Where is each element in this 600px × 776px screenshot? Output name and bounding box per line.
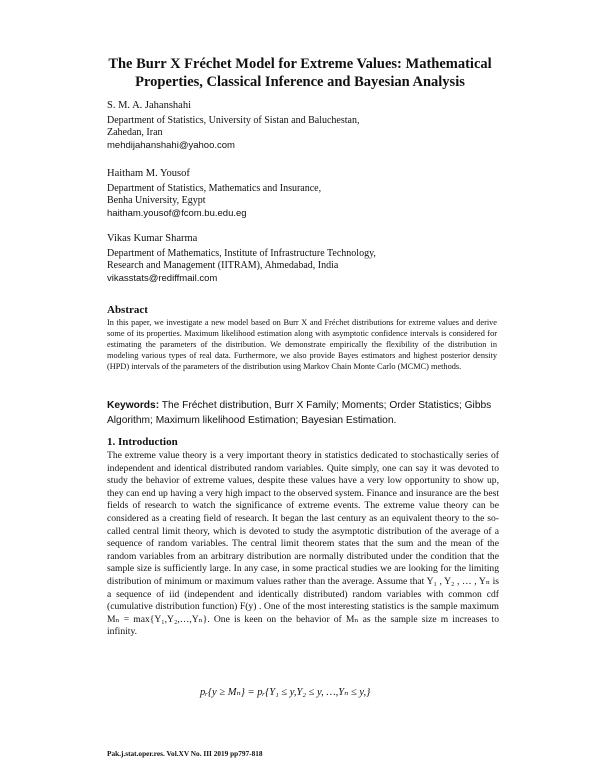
author-email[interactable]: mehdijahanshahi@yahoo.com <box>107 139 235 151</box>
keywords <box>107 398 499 428</box>
introduction-paragraph: The extreme value theory is a very important theory in statistics dedicated to stochastically series of independent and identical distributed random variables. Quite simply, one can say it was devoted to study the behavior of extreme values, despite these values have a very low opportunity to show up, they can end up having a very high impact to the observed system. Finance and insurance are the best fields of research to watch the significance of extreme events. The extreme value theory can be considered as a creating field of research. It began the last century as an equivalent theory to the so-called central limit theory, which is devoted to study the asymptotic distribution of the average of a sequence of random variables. The central limit theorem states that the sum and the mean of the random variables from an arbitrary distribution are normally distributed under the condition that the sample size is sufficiently large. In any case, in some practical studies we are looking for the limiting distribution of minimum or maximum values rather than the average. Assume that Y₁ , Y₂ , … , Yₙ is a sequence of iid (independent and identically distributed) random variables with common cdf (cumulative distribution function) F(y) . One of the most interesting statistics is the sample maximum Mₙ = max{Y₁,Y₂,…,Yₙ}. One is keen on the behavior of Mₙ as the sample size m increases to infinity. <box>107 450 499 638</box>
abstract-text: In this paper, we investigate a new model based on Burr X and Fréchet distributions for extreme values and derive some of its properties. Maximum likelihood estimation along with asymptotic confidence intervals is considered for estimating the parameters of the distribution. We demonstrate empirically the flexibility of the distribution in modeling various types of real data. Furthermore, we also provide Bayes estimators and highest posterior density (HPD) intervals of the parameters of the distribution using Markov Chain Monte Carlo (MCMC) methods. <box>107 318 497 371</box>
author-affiliation: Benha University, Egypt <box>107 195 206 206</box>
introduction-body <box>107 450 499 639</box>
author-affiliation: Department of Statistics, University of Sistan and Baluchestan, <box>107 114 360 126</box>
author-email[interactable]: haitham.yousof@fcom.bu.edu.eg <box>107 207 247 219</box>
author-block-3 <box>107 233 527 285</box>
section-heading-introduction: 1. Introduction <box>107 436 178 448</box>
author-affiliation: Department of Mathematics, Institute of Infrastructure Technology, <box>107 247 376 259</box>
abstract-heading: Abstract <box>107 304 148 316</box>
author-affiliation: Zahedan, Iran <box>107 127 163 138</box>
paper-title <box>60 55 540 91</box>
equation: pᵣ{y ≥ Mₙ} = pᵣ{Y₁ ≤ y,Y₂ ≤ y, …,Yₙ ≤ y,} <box>200 687 371 698</box>
author-name: S. M. A. Jahanshahi <box>107 100 191 111</box>
author-block-1 <box>107 100 527 152</box>
title-line-2: Properties, Classical Inference and Bayesian Analysis <box>135 74 465 90</box>
title-line-1: The Burr X Fréchet Model for Extreme Values: Mathematical <box>108 56 492 72</box>
keywords-text: The Fréchet distribution, Burr X Family; Moments; Order Statistics; Gibbs Algorithm; Maximum likelihood Estimation; Bayesian Estimation. <box>107 400 492 426</box>
author-name: Haitham M. Yousof <box>107 168 190 179</box>
author-affiliation: Research and Management (IITRAM), Ahmedabad, India <box>107 260 339 271</box>
author-affiliation: Department of Statistics, Mathematics and Insurance, <box>107 182 322 194</box>
author-name: Vikas Kumar Sharma <box>107 233 198 244</box>
author-block-2 <box>107 168 527 220</box>
keywords-label: Keywords: <box>107 400 160 411</box>
journal-footer: Pak.j.stat.oper.res. Vol.XV No. III 2019 pp797-818 <box>107 749 263 758</box>
author-email[interactable]: vikasstats@rediffmail.com <box>107 272 218 284</box>
